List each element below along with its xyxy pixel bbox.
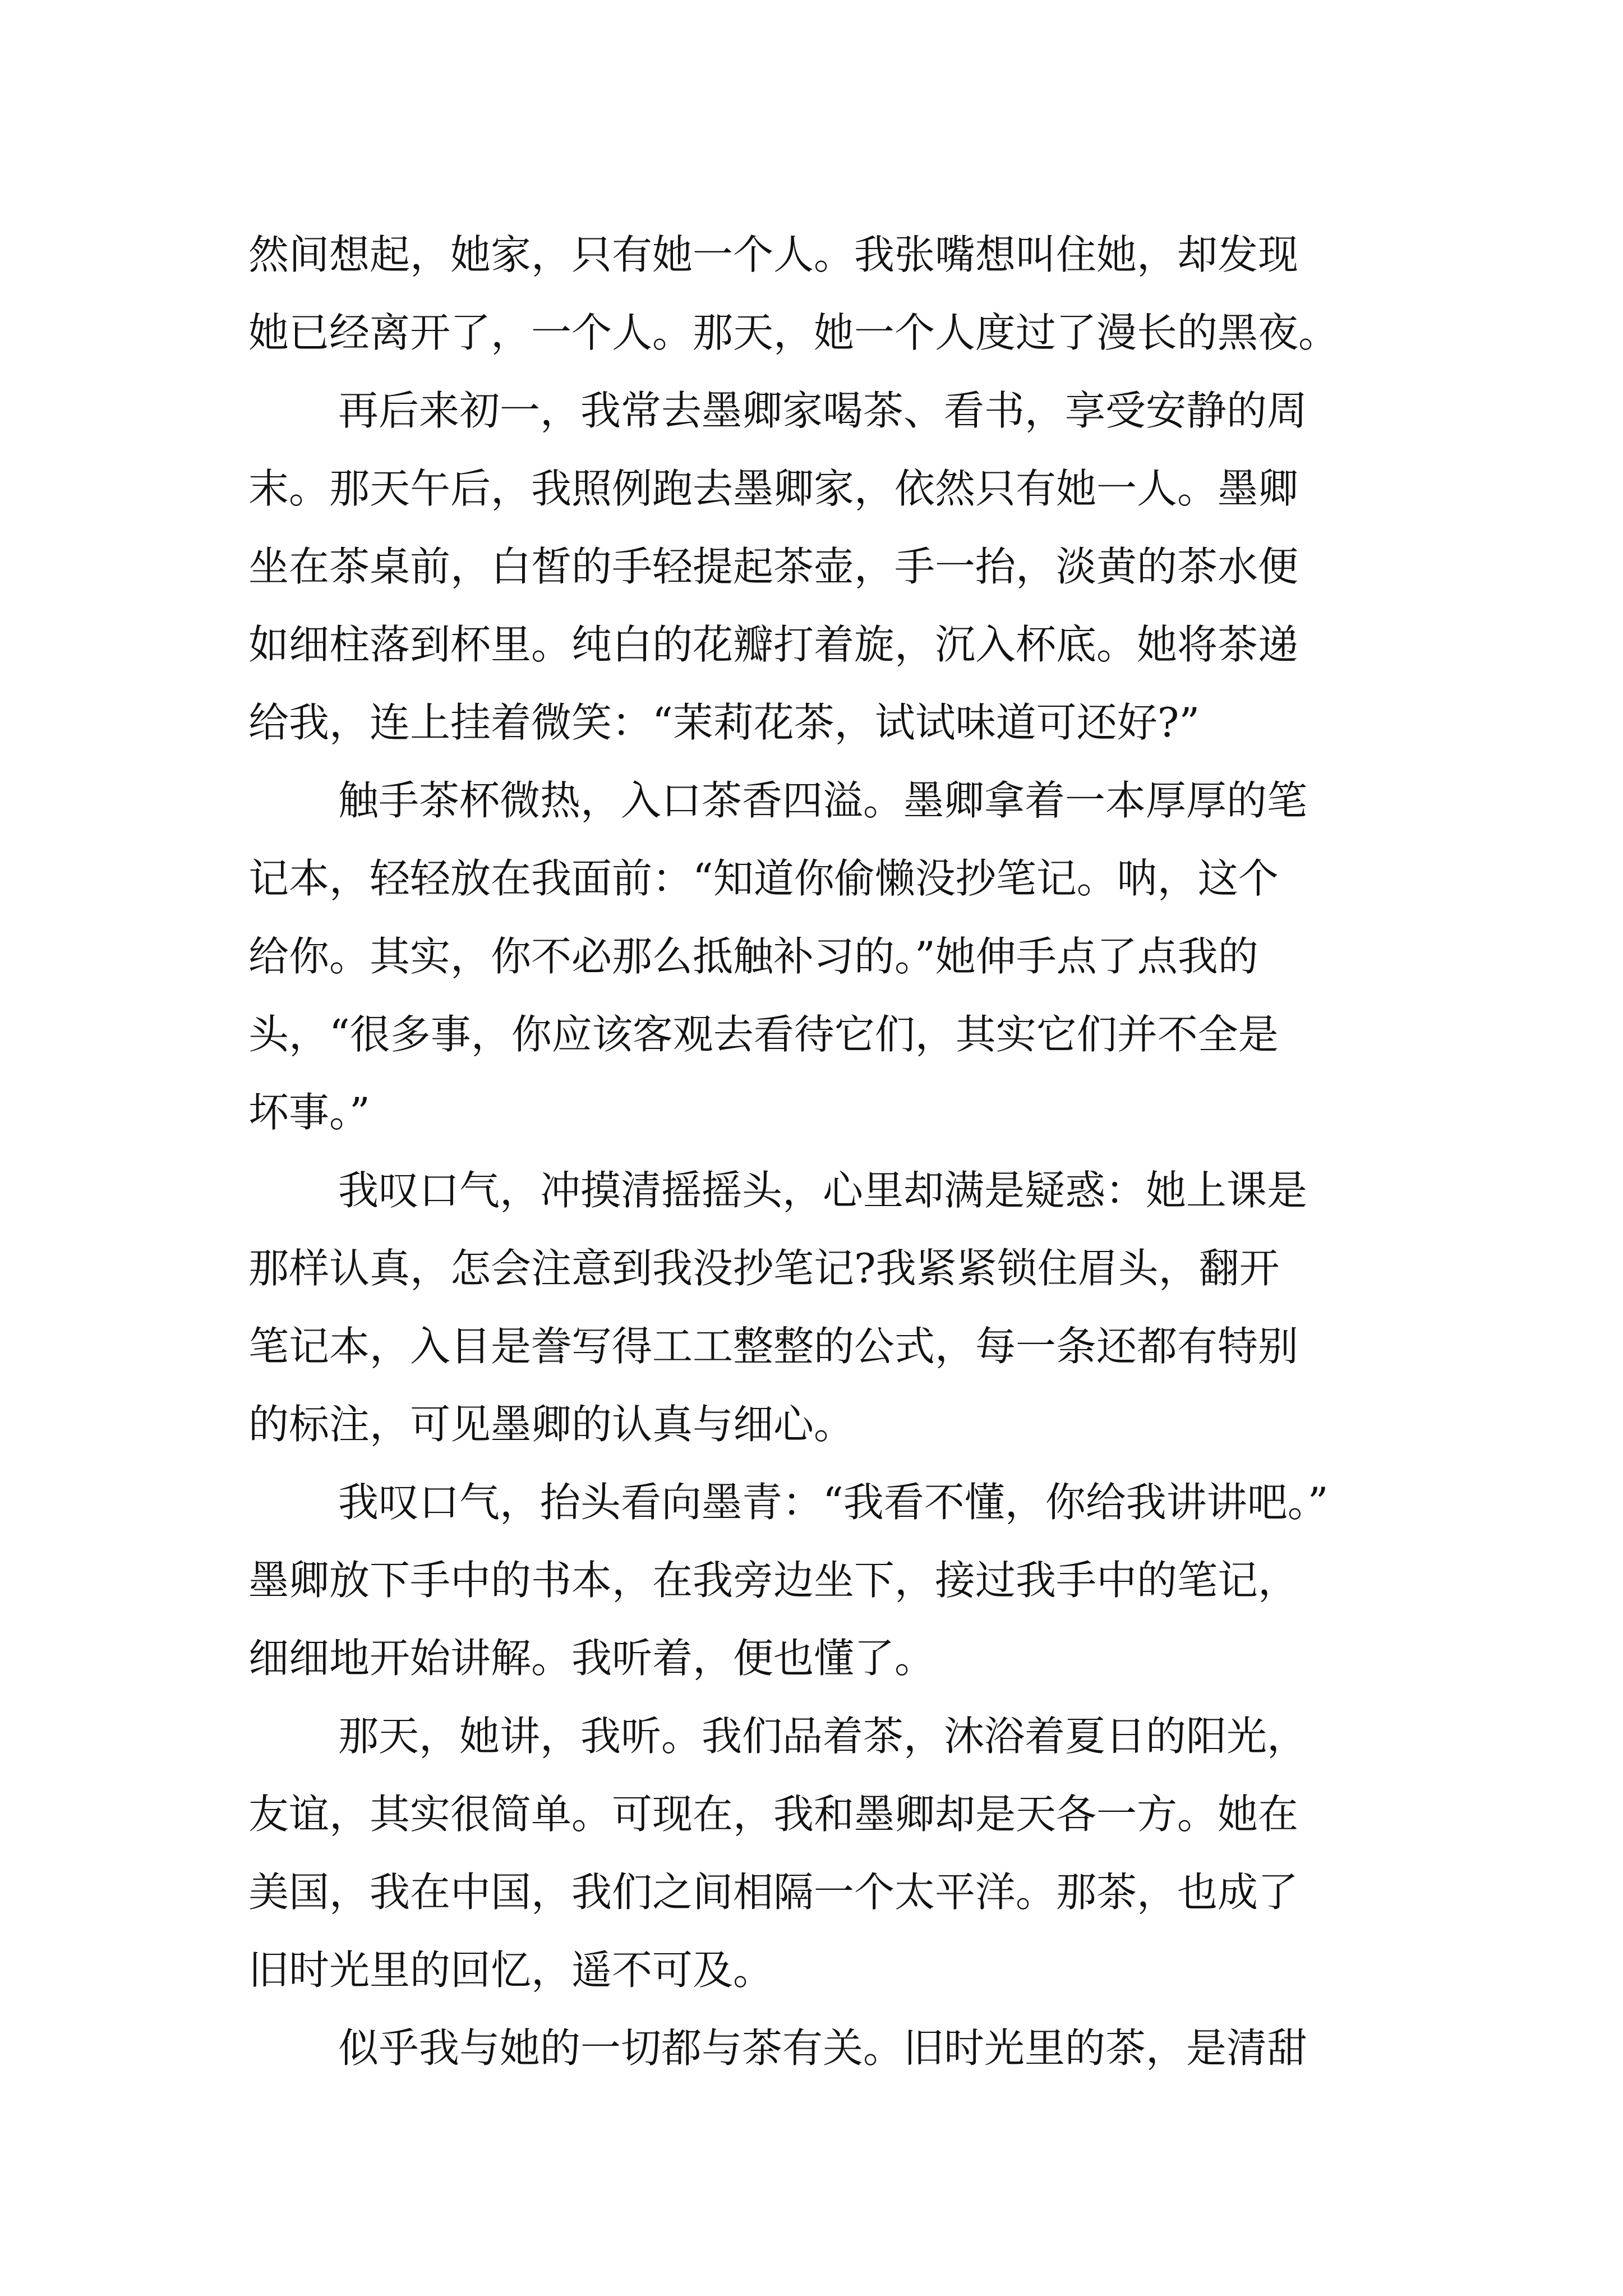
text-line: 的标注，可见墨卿的认真与细心。 — [248, 1401, 855, 1448]
text-line: 细细地开始讲解。我听着，便也懂了。 — [248, 1635, 935, 1682]
text-line: 然间想起，她家，只有她一个人。我张嘴想叫住她，却发现 — [248, 231, 1299, 278]
text-line: 给你。其实，你不必那么抵触补习的。”她伸手点了点我的 — [248, 933, 1258, 980]
text-line: 触手茶杯微热，入口茶香四溢。墨卿拿着一本厚厚的笔 — [338, 777, 1308, 824]
text-line: 我叹口气，抬头看向墨青：“我看不懂，你给我讲讲吧。” — [338, 1479, 1329, 1526]
text-line: 坐在茶桌前，白皙的手轻提起茶壶，手一抬，淡黄的茶水便 — [248, 543, 1299, 590]
text-line: 给我，连上挂着微笑：“茉莉花茶，试试味道可还好?” — [248, 699, 1200, 746]
text-line: 头，“很多事，你应该客观去看待它们，其实它们并不全是 — [248, 1011, 1279, 1058]
text-line: 我叹口气，冲摸清摇摇头，心里却满是疑惑：她上课是 — [338, 1167, 1308, 1214]
text-line: 那样认真，怎会注意到我没抄笔记?我紧紧锁住眉头，翻开 — [248, 1245, 1280, 1292]
text-line: 记本，轻轻放在我面前：“知道你偷懒没抄笔记。呐，这个 — [248, 855, 1279, 902]
text-line: 旧时光里的回忆，遥不可及。 — [248, 1947, 774, 1994]
text-line: 坏事。” — [248, 1089, 370, 1136]
text-line: 笔记本，入目是誊写得工工整整的公式，每一条还都有特别 — [248, 1323, 1299, 1370]
text-line: 她已经离开了，一个人。那天，她一个人度过了漫长的黑夜。 — [248, 309, 1339, 356]
text-line: 末。那天午后，我照例跑去墨卿家，依然只有她一人。墨卿 — [248, 465, 1299, 512]
text-line: 似乎我与她的一切都与茶有关。旧时光里的茶，是清甜 — [338, 2024, 1308, 2072]
text-line: 如细柱落到杯里。纯白的花瓣打着旋，沉入杯底。她将茶递 — [248, 621, 1299, 668]
body-text — [248, 216, 1381, 2087]
text-line: 友谊，其实很简单。可现在，我和墨卿却是天各一方。她在 — [248, 1791, 1299, 1838]
text-line: 再后来初一，我常去墨卿家喝茶、看书，享受安静的周 — [338, 387, 1308, 434]
text-line: 美国，我在中国，我们之间相隔一个太平洋。那茶，也成了 — [248, 1869, 1299, 1916]
text-line: 墨卿放下手中的书本，在我旁边坐下，接过我手中的笔记， — [248, 1557, 1299, 1604]
text-line: 那天，她讲，我听。我们品着茶，沐浴着夏日的阳光， — [338, 1713, 1308, 1760]
